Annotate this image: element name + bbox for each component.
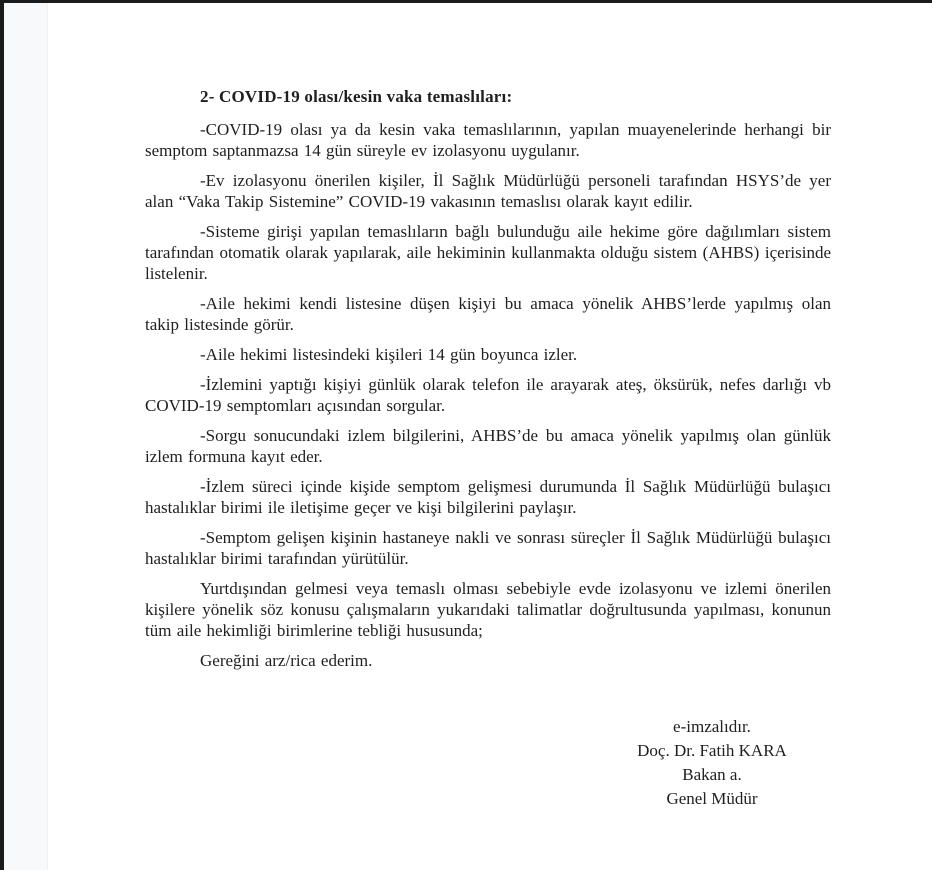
- paragraph-hospital-transfer: -Semptom gelişen kişinin hastaneye nakli ve sonrası süreçler İl Sağlık Müdürlüğü bulaşıcı hastalıklar birimi tarafından yürütülür.: [145, 528, 831, 568]
- paragraph-closing-instruction: Yurtdışından gelmesi veya temaslı olması sebebiyle evde izolasyonu ve izlemi önerilen kişilere yönelik söz konusu çalışmaların yukarıdaki talimatlar doğrultusunda yapılması, konunun tüm aile hekimliği birimlerine tebliği hususunda;: [145, 579, 831, 640]
- signature-name: Doç. Dr. Fatih KARA: [637, 741, 787, 760]
- paragraph-request-line: Gereğini arz/rica ederim.: [200, 651, 373, 670]
- signature-block: [587, 715, 837, 811]
- paragraph-isolation-rule: -COVID-19 olası ya da kesin vaka temaslılarının, yapılan muayenelerinde herhangi bir semptom saptanmazsa 14 gün süreyle ev izolasyonu uygulanır.: [145, 120, 831, 160]
- signature-esignature-note: e-imzalıdır.: [673, 717, 751, 736]
- paragraph-ahbs-list: -Aile hekimi kendi listesine düşen kişiyi bu amaca yönelik AHBS’lerde yapılmış olan takip listesinde görür.: [145, 294, 831, 334]
- paragraph-daily-phone-check: -İzlemini yaptığı kişiyi günlük olarak telefon ile arayarak ateş, öksürük, nefes darlığı vb COVID-19 semptomları açısından sorgular.: [145, 375, 831, 415]
- signature-on-behalf: Bakan a.: [682, 765, 742, 784]
- paragraph-daily-form-record: -Sorgu sonucundaki izlem bilgilerini, AHBS’de bu amaca yönelik yapılmış olan günlük izlem formuna kayıt eder.: [145, 426, 831, 466]
- signature-title: Genel Müdür: [666, 789, 758, 808]
- paragraph-system-distribution: -Sisteme girişi yapılan temaslıların bağlı bulunduğu aile hekime göre dağılımları sistem tarafından otomatik olarak yapılarak, aile hekiminin kullanmakta olduğu sistem (AHBS) içerisinde listelenir.: [145, 222, 831, 283]
- paragraph-hsys-registration: -Ev izolasyonu önerilen kişiler, İl Sağlık Müdürlüğü personeli tarafından HSYS’de yer alan “Vaka Takip Sistemine” COVID-19 vakasının temaslısı olarak kayıt edilir.: [145, 171, 831, 211]
- paragraph-14-day-follow-up: -Aile hekimi listesindeki kişileri 14 gün boyunca izler.: [200, 345, 578, 364]
- section-heading: 2- COVID-19 olası/kesin vaka temaslıları:: [200, 87, 513, 106]
- paragraph-symptom-notification: -İzlem süreci içinde kişide semptom gelişmesi durumunda İl Sağlık Müdürlüğü bulaşıcı hastalıklar birimi ile iletişime geçer ve kişi bilgilerini paylaşır.: [145, 477, 831, 517]
